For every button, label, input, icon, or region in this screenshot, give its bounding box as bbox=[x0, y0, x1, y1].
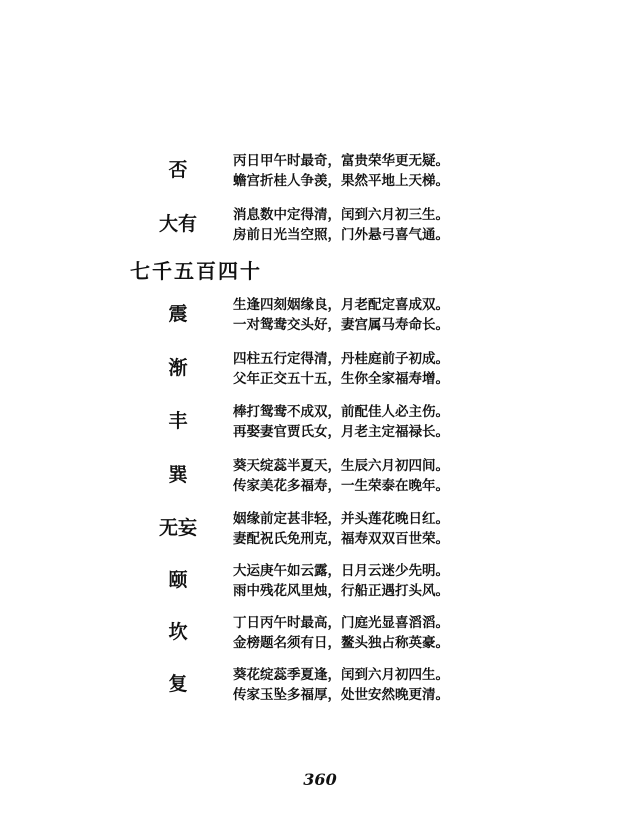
verse-entry bbox=[0, 150, 640, 190]
hexagram-name: 大有 bbox=[158, 213, 197, 235]
verse-line: 传家玉坠多福厚，处世安然晚更清。 bbox=[233, 687, 449, 703]
verse-line: 雨中残花风里烛，行船正遇打头风。 bbox=[233, 583, 449, 599]
page-number: 360 bbox=[303, 770, 337, 789]
hexagram-name: 丰 bbox=[168, 410, 188, 432]
verse-text bbox=[233, 561, 633, 601]
hexagram-name: 无妄 bbox=[158, 517, 197, 539]
verse-entry bbox=[0, 560, 640, 600]
verse-text bbox=[233, 151, 633, 191]
verse-entry bbox=[0, 294, 640, 334]
hexagram-name: 震 bbox=[168, 303, 188, 325]
verse-entry bbox=[0, 508, 640, 548]
verse-text bbox=[233, 456, 633, 496]
verse-line: 房前日光当空照，门外悬弓喜气通。 bbox=[233, 227, 449, 243]
verse-line: 葵花绽蕊季夏逢，闰到六月初四生。 bbox=[233, 667, 449, 683]
verse-line: 传家美花多福寿，一生荣泰在晚年。 bbox=[233, 478, 449, 494]
verse-line: 父年正交五十五，生你全家福寿增。 bbox=[233, 371, 449, 387]
verse-text bbox=[233, 295, 633, 335]
verse-line: 一对鸳鸯交头好，妻宫属马寿命长。 bbox=[233, 317, 449, 333]
verse-line: 大运庚午如云露，日月云迷少先明。 bbox=[233, 563, 449, 579]
verse-line: 丁日丙午时最高，门庭光显喜滔滔。 bbox=[233, 615, 449, 631]
verse-text bbox=[233, 205, 633, 245]
verse-entry bbox=[0, 348, 640, 388]
verse-line: 生逢四刻姻缘良，月老配定喜成双。 bbox=[233, 297, 449, 313]
verse-text bbox=[233, 509, 633, 549]
verse-entry bbox=[0, 612, 640, 652]
hexagram-name: 坎 bbox=[168, 621, 188, 643]
verse-line: 妻配祝氏免刑克，福寿双双百世荣。 bbox=[233, 531, 449, 547]
hexagram-name: 颐 bbox=[168, 569, 188, 591]
verse-entry bbox=[0, 204, 640, 244]
verse-text bbox=[233, 665, 633, 705]
verse-entry bbox=[0, 455, 640, 495]
verse-text bbox=[233, 613, 633, 653]
verse-line: 再娶妻官贾氏女，月老主定福禄长。 bbox=[233, 424, 449, 440]
hexagram-name: 渐 bbox=[168, 357, 188, 379]
hexagram-name: 巽 bbox=[168, 464, 188, 486]
verse-line: 葵天绽蕊半夏天，生辰六月初四间。 bbox=[233, 458, 449, 474]
verse-entry bbox=[0, 401, 640, 441]
verse-line: 姻缘前定甚非轻，并头莲花晚日红。 bbox=[233, 511, 449, 527]
verse-line: 四柱五行定得清，丹桂庭前子初成。 bbox=[233, 351, 449, 367]
verse-line: 金榜题名须有日，鳌头独占称英豪。 bbox=[233, 635, 449, 651]
verse-text bbox=[233, 402, 633, 442]
verse-text bbox=[233, 349, 633, 389]
verse-line: 消息数中定得清，闰到六月初三生。 bbox=[233, 207, 449, 223]
verse-line: 棒打鸳鸯不成双，前配佳人必主伤。 bbox=[233, 404, 449, 420]
hexagram-name: 否 bbox=[168, 159, 188, 181]
verse-line: 丙日甲午时最奇，富贵荣华更无疑。 bbox=[233, 153, 449, 169]
verse-line: 蟾宫折桂人争羡，果然平地上天梯。 bbox=[233, 173, 449, 189]
section-heading: 七千五百四十 bbox=[130, 259, 262, 283]
hexagram-name: 复 bbox=[168, 673, 188, 695]
verse-entry bbox=[0, 664, 640, 704]
